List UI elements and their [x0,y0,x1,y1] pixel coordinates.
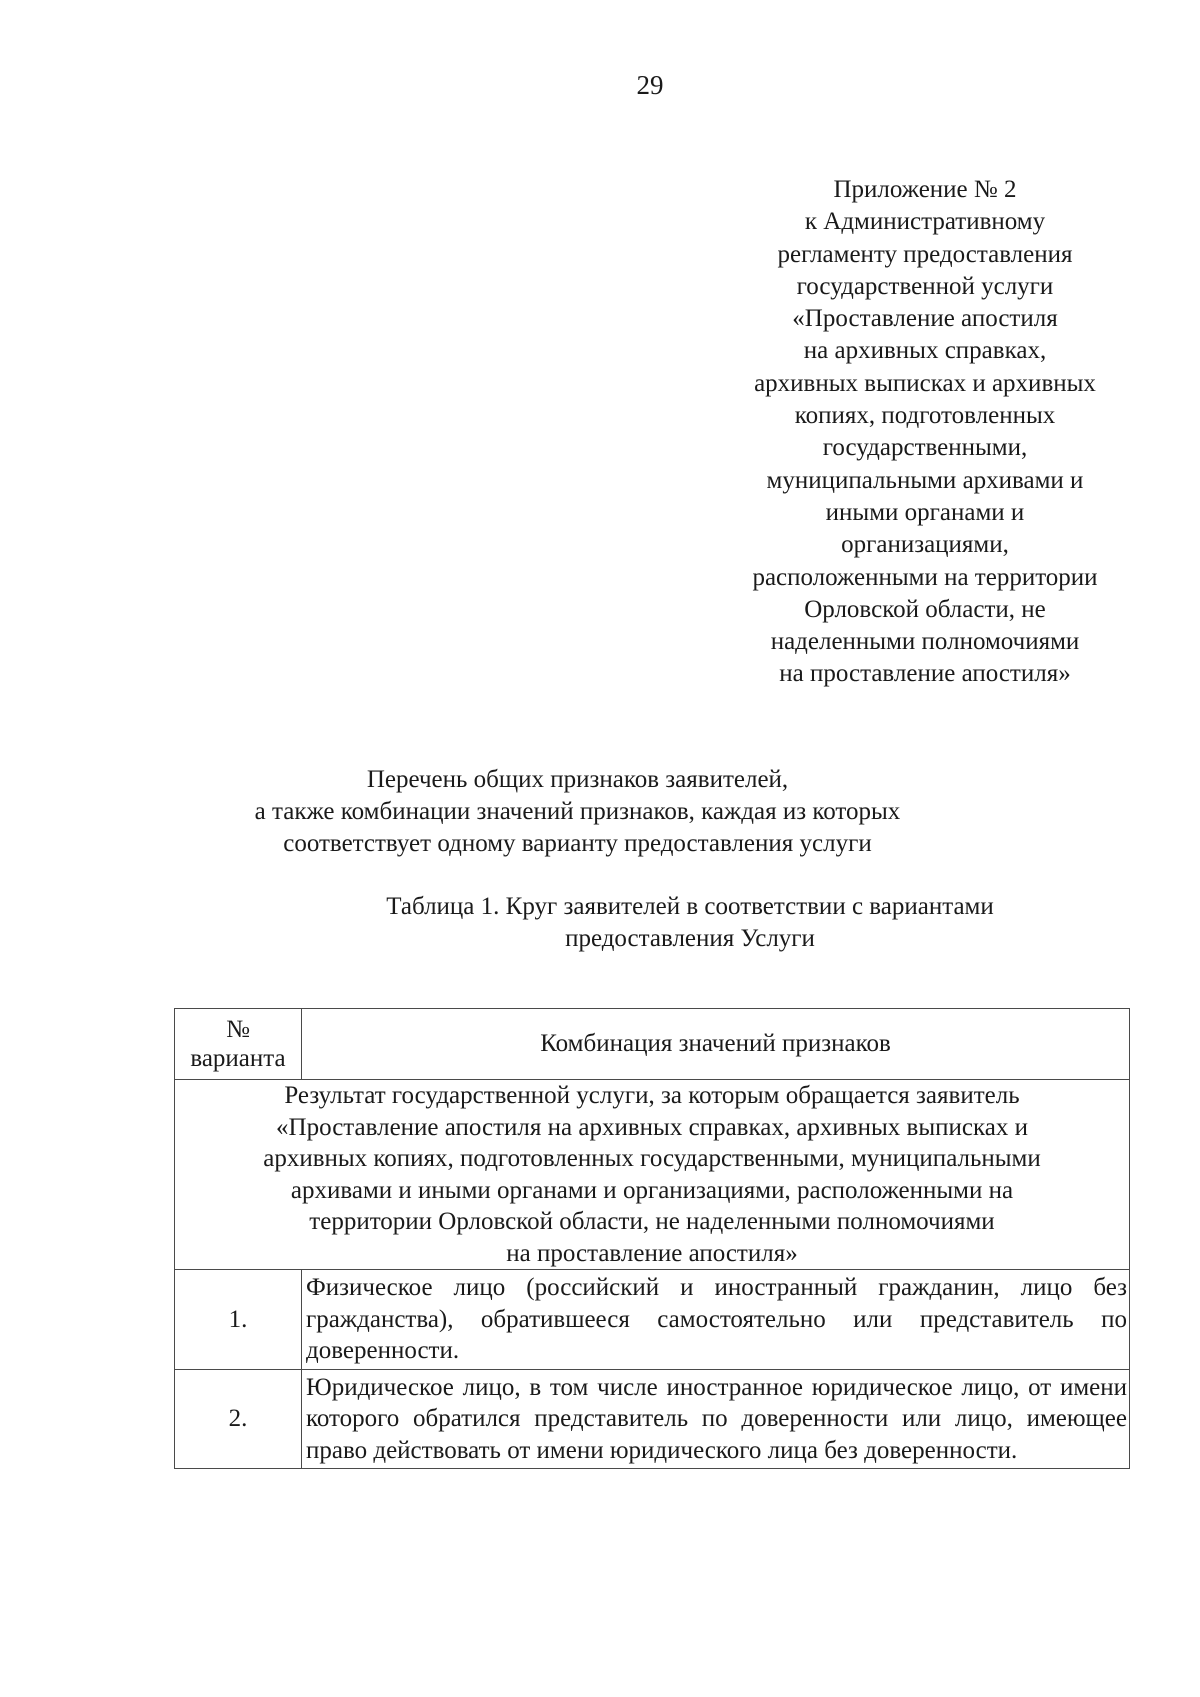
table-caption-line: Таблица 1. Круг заявителей в соответствии с вариантами [386,893,994,920]
result-line: территории Орловской области, не наделенными полномочиями [309,1208,995,1235]
document-heading [150,764,1005,860]
table-row [175,1270,1130,1370]
appendix-line: государственными, [822,434,1028,462]
result-line: архивами и иными органами и организациями, расположенными на [290,1176,1014,1204]
result-line: архивных копиях, подготовленных государственными, муниципальными [263,1145,1041,1172]
result-line: на проставление апостиля» [506,1239,798,1267]
heading-line: а также комбинации значений признаков, каждая из которых [254,798,901,825]
variants-table [174,1008,1130,1469]
table-result-row [175,1080,1130,1270]
page-number [0,72,1200,99]
header-num-line: № [226,1016,250,1043]
result-line: «Проставление апостиля на архивных справках, архивных выписках и [276,1113,1028,1141]
row-number: 2. [175,1369,302,1469]
appendix-line: государственной услуги [796,272,1054,300]
appendix-line: Приложение № 2 [833,176,1017,203]
appendix-block [720,174,1130,691]
result-cell [175,1080,1130,1270]
appendix-line: Орловской области, не [804,595,1046,623]
appendix-line: организациями, [841,531,1009,559]
appendix-line: копиях, подготовленных [794,402,1056,430]
page-number-text: 29 [636,70,664,100]
heading-line: Перечень общих признаков заявителей, [366,766,789,793]
appendix-line: «Проставление апостиля [792,305,1058,333]
appendix-line: регламенту предоставления [777,240,1073,268]
appendix-line: наделенными полномочиями [770,628,1080,656]
appendix-line: к Административному [804,208,1046,236]
appendix-line: архивных выписках и архивных [754,369,1096,397]
appendix-line: на архивных справках, [803,337,1047,365]
table-caption-line: предоставления Услуги [565,925,815,952]
row-text: Физическое лицо (российский и иностранный гражданин, лицо без гражданства), обратившееся самостоятельно или представитель по доверенности. [302,1270,1130,1370]
table-caption [340,891,1040,955]
result-line: Результат государственной услуги, за которым обращается заявитель [284,1082,1020,1109]
row-number: 1. [175,1270,302,1370]
table-header-row [175,1009,1130,1080]
header-variant-number [175,1009,302,1080]
row-text: Юридическое лицо, в том числе иностранное юридическое лицо, от имени которого обратился представитель по доверенности или лицо, имеющее право действовать от имени юридического лица без доверенности. [302,1369,1130,1469]
header-combination: Комбинация значений признаков [302,1009,1130,1080]
heading-line: соответствует одному варианту предоставления услуги [283,830,872,857]
appendix-line: иными органами и [825,498,1025,526]
appendix-line: расположенными на территории [752,563,1098,591]
appendix-line: на проставление апостиля» [779,660,1071,688]
appendix-line: муниципальными архивами и [766,466,1084,494]
header-num-line: варианта [190,1045,286,1072]
table-row [175,1369,1130,1469]
